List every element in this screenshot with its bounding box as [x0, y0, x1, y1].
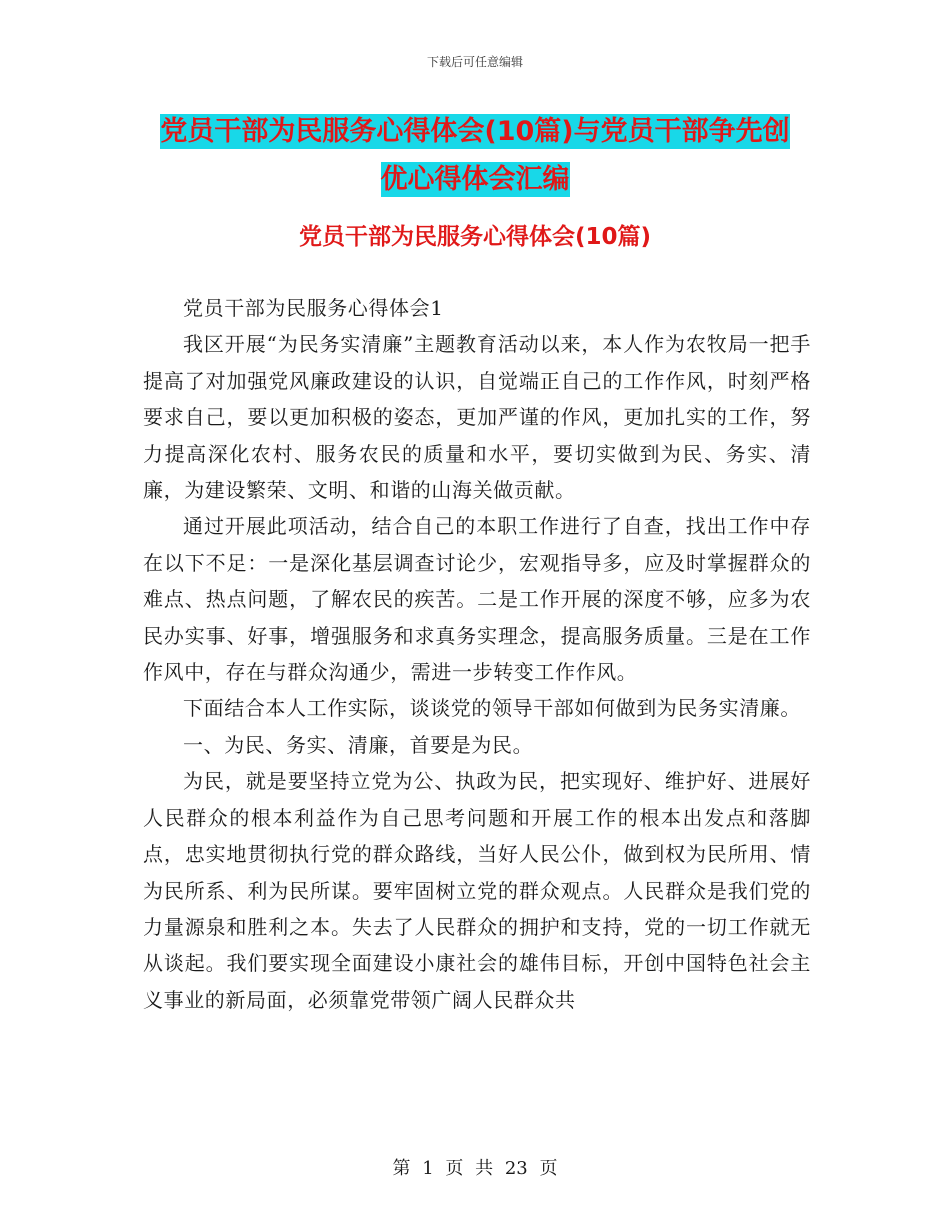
page-number: 第 1 页 共 23 页 [392, 1158, 558, 1179]
section-heading: 一、为民、务实、清廉，首要是为民。 [183, 732, 534, 757]
paragraph: 下面结合本人工作实际，谈谈党的领导干部如何做到为民务实清廉。 [183, 696, 801, 721]
paragraph: 我区开展“为民务实清廉”主题教育活动以来，本人作为农牧局一把手提高了对加强党风廉政建设的认识，自觉端正自己的工作作风，时刻严格要求自己，要以更加积极的姿态，更加严谨的作风，更加扎实的工作，努力提高深化农村、服务农民的质量和水平，要切实做到为民、务实、清廉，为建设繁荣、文明、和谐的山海关做贡献。 [143, 332, 811, 503]
paragraph: 为民，就是要坚持立党为公、执政为民，把实现好、维护好、进展好人民群众的根本利益作为自己思考问题和开展工作的根本出发点和落脚点，忠实地贯彻执行党的群众路线，当好人民公仆，做到权为民所用、情为民所系、利为民所谋。要牢固树立党的群众观点。人民群众是我们党的力量源泉和胜利之本。失去了人民群众的拥护和支持，党的一切工作就无从谈起。我们要实现全面建设小康社会的雄伟目标，开创中国特色社会主义事业的新局面，必须靠党带领广阔人民群众共 [143, 769, 811, 1012]
document-title-line-2: 优心得体会汇编 [380, 164, 570, 195]
header-note: 下载后可任意编辑 [426, 55, 523, 69]
document-body [143, 290, 811, 1018]
section-title: 党员干部为民服务心得体会(10篇) [298, 224, 652, 250]
document-title [90, 108, 860, 204]
document-title-line-1: 党员干部为民服务心得体会(10篇)与党员干部争先创 [160, 116, 790, 147]
paragraph: 通过开展此项活动，结合自己的本职工作进行了自查，找出工作中存在以下不足：一是深化基层调查讨论少，宏观指导多，应及时掌握群众的难点、热点问题，了解农民的疾苦。二是工作开展的深度不够，应多为农民办实事、好事，增强服务和求真务实理念，提高服务质量。三是在工作作风中，存在与群众沟通少，需进一步转变工作作风。 [143, 514, 811, 685]
essay-heading: 党员干部为民服务心得体会1 [183, 296, 444, 320]
